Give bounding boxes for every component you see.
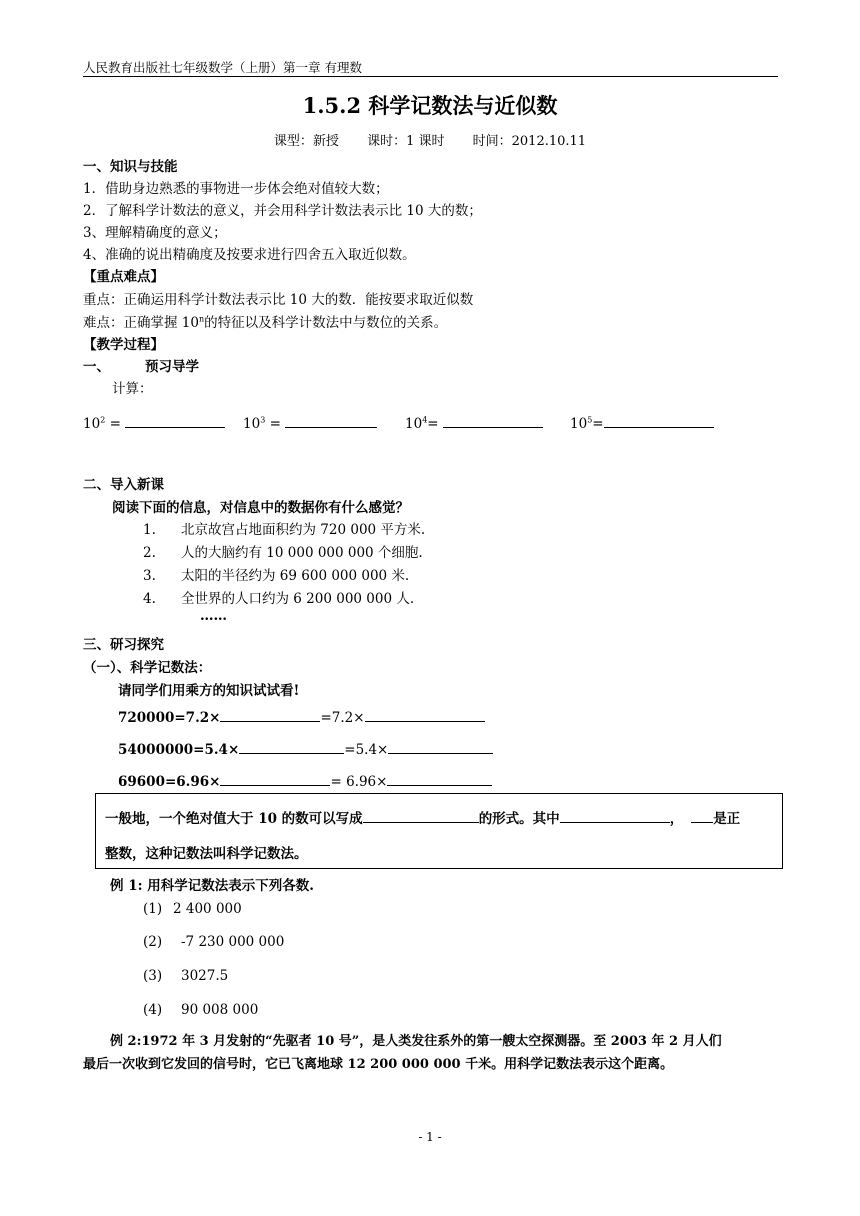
answer-blank[interactable] bbox=[691, 809, 713, 823]
power-exercise: $10^4=$ bbox=[405, 414, 543, 432]
answer-blank[interactable] bbox=[560, 809, 670, 823]
ellipsis: …… bbox=[200, 608, 227, 624]
list-item: 1. 北京故宫占地面积约为 720 000 平方米. bbox=[143, 522, 426, 538]
power-exercise: $10^5=$ bbox=[570, 414, 714, 432]
answer-blank[interactable] bbox=[285, 414, 377, 428]
lesson-type: 课型：新授 bbox=[273, 134, 339, 149]
example-item: (1) 2 400 000 bbox=[143, 901, 242, 917]
power-exercise: $10^2$ = bbox=[83, 414, 225, 432]
part1-number: 一、 bbox=[83, 359, 110, 375]
power-exercise: $10^3$ = bbox=[243, 414, 377, 432]
example2-line-1: 例 2:1972 年 3 月发射的“先驱者 10 号”，是人类发往系外的第一艘太空探测器。至 2003 年 2 月人们 bbox=[110, 1034, 722, 1049]
part1-title: 预习导学 bbox=[145, 359, 199, 375]
answer-blank[interactable] bbox=[125, 414, 225, 428]
knowledge-item: 3、理解精确度的意义； bbox=[83, 225, 227, 241]
example1-heading: 例 1: 用科学记数法表示下列各数. bbox=[110, 878, 314, 894]
lesson-hours: 课时：1 课时 bbox=[367, 134, 445, 149]
example2-line-2: 最后一次收到它发回的信号时，它已飞离地球 12 200 000 000 千米。用科学记数法表示这个距离。 bbox=[83, 1057, 674, 1072]
answer-blank[interactable] bbox=[604, 414, 714, 428]
lesson-meta bbox=[0, 130, 860, 149]
keypoint-difficult bbox=[83, 311, 447, 331]
subsection-heading: （一）、科学记数法： bbox=[83, 660, 212, 676]
intro-prompt: 阅读下面的信息，对信息中的数据你有什么感觉？ bbox=[112, 500, 409, 516]
answer-blank[interactable] bbox=[220, 772, 330, 786]
lesson-time: 时间：2012.10.11 bbox=[472, 134, 587, 149]
list-item: 4. 全世界的人口约为 6 200 000 000 人. bbox=[143, 591, 415, 607]
knowledge-item: 2．了解科学计数法的意义，并会用科学计数法表示比 10 大的数； bbox=[83, 203, 482, 219]
list-item: 3. 太阳的半径约为 69 600 000 000 米. bbox=[143, 568, 410, 584]
process-heading: 【教学过程】 bbox=[83, 337, 164, 353]
section-intro-heading: 二、导入新课 bbox=[83, 477, 164, 493]
answer-blank[interactable] bbox=[365, 708, 485, 722]
definition-line-2: 整数，这种记数法叫科学记数法。 bbox=[105, 846, 308, 862]
difficult-sup: n bbox=[198, 314, 205, 324]
example-item: (4) 90 008 000 bbox=[143, 1002, 259, 1018]
section-explore-heading: 三、研习探究 bbox=[83, 637, 164, 653]
equation-row: 54000000=5.4× =5.4× bbox=[118, 740, 493, 758]
answer-blank[interactable] bbox=[388, 740, 493, 754]
answer-blank[interactable] bbox=[220, 708, 320, 722]
difficult-prefix: 难点：正确掌握 10 bbox=[83, 315, 199, 331]
header-rule bbox=[83, 76, 778, 77]
knowledge-item: 4、准确的说出精确度及按要求进行四舍五入取近似数。 bbox=[83, 247, 416, 263]
equation-row: 69600=6.96× = 6.96× bbox=[118, 772, 492, 790]
answer-blank[interactable] bbox=[443, 414, 543, 428]
section-knowledge-heading: 一、知识与技能 bbox=[83, 159, 178, 175]
definition-line-1: 一般地，一个绝对值大于 10 的数可以写成 的形式。其中 ， 是正 bbox=[105, 811, 741, 827]
example-item: (2) -7 230 000 000 bbox=[143, 934, 285, 950]
page-header: 人民教育出版社七年级数学（上册）第一章 有理数 bbox=[83, 60, 362, 75]
knowledge-item: 1．借助身边熟悉的事物进一步体会绝对值较大数； bbox=[83, 181, 389, 197]
explore-prompt: 请同学们用乘方的知识试试看! bbox=[118, 683, 300, 699]
equation-row: 720000=7.2× =7.2× bbox=[118, 708, 485, 726]
keypoints-heading: 【重点难点】 bbox=[83, 269, 164, 285]
answer-blank[interactable] bbox=[363, 809, 479, 823]
page-number: - 1 - bbox=[418, 1130, 442, 1144]
page-title: 1.5.2 科学记数法与近似数 bbox=[302, 93, 558, 118]
difficult-suffix: 的特征以及科学计数法中与数位的关系。 bbox=[204, 315, 448, 331]
list-item: 2. 人的大脑约有 10 000 000 000 个细胞. bbox=[143, 545, 423, 561]
answer-blank[interactable] bbox=[387, 772, 492, 786]
example-item: (3) 3027.5 bbox=[143, 968, 229, 984]
answer-blank[interactable] bbox=[239, 740, 344, 754]
calc-label: 计算： bbox=[112, 381, 153, 397]
keypoint-key: 重点：正确运用科学计数法表示比 10 大的数．能按要求取近似数 bbox=[83, 292, 474, 308]
